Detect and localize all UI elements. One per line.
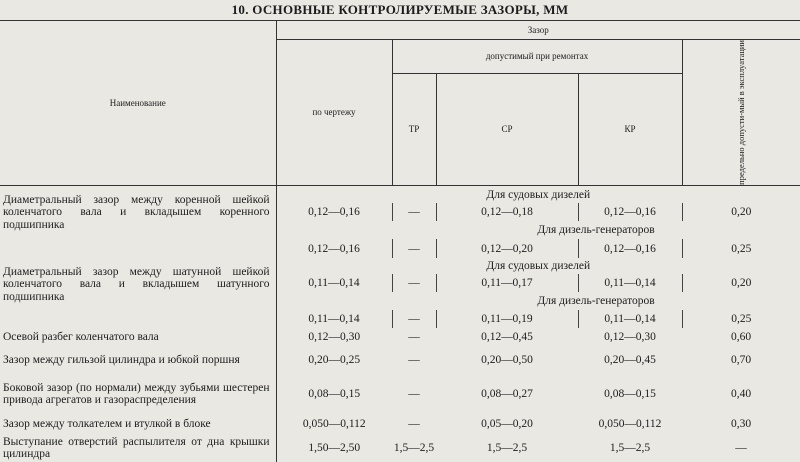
row-7-limit: — [735, 442, 747, 455]
table-title: 10. ОСНОВНЫЕ КОНТРОЛИРУЕМЫЕ ЗАЗОРЫ, ММ [231, 2, 569, 17]
row-1a-kr: 0,12—0,16 [578, 203, 682, 221]
header-tr: ТР [392, 73, 436, 185]
row-2-name: Диаметральный зазор между шатунной шейкой коленчатого вала и вкладышем шатунного подшипника [0, 258, 276, 310]
row-2b-limit: 0,25 [682, 310, 800, 328]
gaps-table [0, 20, 800, 462]
row-1-name: Диаметральный зазор между коренной шейкой коленчатого вала и вкладышем коренного подшипника [0, 185, 276, 239]
row-4-tr: — [408, 354, 420, 367]
header-sr: СР [436, 73, 578, 185]
header-name: Наименование [0, 21, 276, 186]
row-5-tr: — [408, 388, 420, 401]
header-limit [682, 40, 800, 186]
row-3-name: Осевой разбег коленчатого вала [0, 328, 276, 346]
row-2a-sr: 0,11—0,17 [436, 274, 578, 292]
row-6-name: Зазор между толкателем и втулкой в блоке [0, 414, 276, 434]
row-5-limit: 0,40 [730, 388, 752, 401]
row-7-sr: 1,5—2,5 [486, 442, 528, 455]
row-7-by-drawing: 1,50—2,50 [308, 442, 361, 455]
row-1-sub1: Для судовых дизелей [486, 188, 591, 201]
row-2b-sr: 0,11—0,19 [436, 310, 578, 328]
header-limit-text: предельно допусти-мый в эксплуатации [735, 40, 746, 185]
row-4-name: Зазор между гильзой цилиндра и юбкой поршня [0, 346, 276, 374]
row-3-kr: 0,12—0,30 [604, 331, 656, 344]
row-6-sr: 0,05—0,20 [481, 418, 533, 431]
row-2a-kr: 0,11—0,14 [578, 274, 682, 292]
row-1a-limit: 0,20 [682, 203, 800, 221]
row-2a-by-drawing: 0,11—0,14 [308, 277, 360, 290]
row-5-by-drawing: 0,08—0,15 [308, 388, 361, 401]
header-allowed-repairs: допустимый при ремонтах [392, 40, 682, 74]
row-5-name: Боковой зазор (по нормали) между зубьями шестерен привода агрегатов и газораспределения [0, 374, 276, 414]
row-6-limit: 0,30 [730, 418, 752, 431]
row-2b-by-drawing: 0,11—0,14 [308, 313, 360, 326]
row-7-tr: 1,5—2,5 [393, 442, 435, 455]
row-1-sub2: Для дизель-генераторов [537, 224, 655, 237]
row-7-name: Выступание отверстий распылителя от дна крышки цилиндра [0, 434, 276, 462]
row-4-kr: 0,20—0,45 [604, 354, 656, 367]
row-2a-limit: 0,20 [682, 274, 800, 292]
row-1a-sr: 0,12—0,18 [436, 203, 578, 221]
row-4-sr: 0,20—0,50 [481, 354, 533, 367]
row-6-by-drawing: 0,050—0,112 [302, 418, 366, 431]
row-1b-by-drawing: 0,12—0,16 [308, 242, 360, 255]
row-1b-limit: 0,25 [682, 239, 800, 258]
row-1a-tr: — [392, 203, 436, 221]
row-1b-kr: 0,12—0,16 [578, 239, 682, 258]
header-by-drawing: по чертежу [276, 40, 392, 186]
row-1b-tr: — [392, 239, 436, 258]
row-7-kr: 1,5—2,5 [609, 442, 651, 455]
row-1a-by-drawing: 0,12—0,16 [308, 206, 360, 219]
header-kr: КР [578, 73, 682, 185]
row-3-limit: 0,60 [730, 331, 752, 344]
row-2-sub2: Для дизель-генераторов [537, 295, 655, 308]
row-5-kr: 0,08—0,15 [604, 388, 656, 401]
row-3-sr: 0,12—0,45 [481, 331, 533, 344]
row-2b-kr: 0,11—0,14 [578, 310, 682, 328]
row-4-by-drawing: 0,20—0,25 [308, 354, 361, 367]
header-gap: Зазор [276, 21, 800, 40]
row-6-kr: 0,050—0,112 [598, 418, 662, 431]
row-5-sr: 0,08—0,27 [481, 388, 533, 401]
row-2-sub1: Для судовых дизелей [486, 260, 591, 273]
row-6-tr: — [408, 418, 420, 431]
row-3-by-drawing: 0,12—0,30 [308, 331, 361, 344]
row-1b-sr: 0,12—0,20 [436, 239, 578, 258]
row-4-limit: 0,70 [730, 354, 752, 367]
row-3-tr: — [408, 331, 420, 344]
row-2a-tr: — [392, 274, 436, 292]
row-2b-tr: — [392, 310, 436, 328]
